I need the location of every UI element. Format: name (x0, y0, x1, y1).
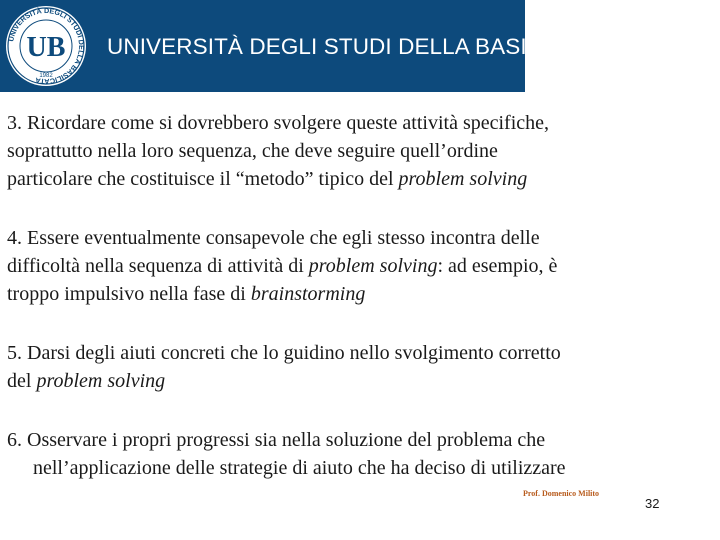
text-run: : ad esempio, è (437, 255, 558, 277)
italic-term: problem solving (308, 255, 438, 277)
text-run: troppo impulsivo nella fase di (7, 283, 251, 305)
list-item (7, 224, 707, 308)
text-run: del (7, 370, 37, 392)
text-line (7, 280, 707, 308)
text-line (7, 224, 707, 252)
list-item (7, 109, 707, 193)
text-run: soprattutto nella loro sequenza, che deve seguire quell’ordine (7, 140, 498, 162)
seal-letters: UB (26, 32, 66, 63)
seal-ring-text: UNIVERSITÀ DEGLI STUDI DELLA BASILICATA (6, 5, 87, 87)
text-run: 4. Essere eventualmente consapevole che egli stesso incontra delle (7, 227, 540, 249)
text-line (7, 454, 707, 482)
text-run: 5. Darsi degli aiuti concreti che lo guidino nello svolgimento corretto (7, 342, 561, 364)
text-run: 3. Ricordare come si dovrebbero svolgere queste attività specifiche, (7, 112, 550, 134)
footer-author: Prof. Domenico Milito (523, 489, 600, 498)
page-number: 32 (645, 496, 660, 511)
text-run: 6. Osservare i propri progressi sia nella soluzione del problema che (7, 429, 546, 451)
text-line (7, 109, 707, 137)
italic-term: problem solving (36, 370, 166, 392)
italic-term: brainstorming (250, 283, 366, 305)
text-run: nell’applicazione delle strategie di aiuto che ha deciso di utilizzare (33, 457, 566, 479)
text-run: particolare che costituisce il “metodo” tipico del (7, 168, 399, 190)
text-line (7, 137, 707, 165)
university-name: UNIVERSITÀ DEGLI STUDI DELLA BASILICATA (107, 34, 603, 59)
text-line (7, 367, 707, 395)
text-line (7, 252, 707, 280)
list-item (7, 339, 707, 395)
slide-body (7, 109, 707, 482)
text-line (7, 339, 707, 367)
text-run: difficoltà nella sequenza di attività di (7, 255, 309, 277)
italic-term: problem solving (398, 168, 528, 190)
list-item (7, 426, 707, 482)
text-line (7, 426, 707, 454)
text-line (7, 165, 707, 193)
university-seal-icon (4, 4, 88, 88)
seal-year: 1982 (39, 73, 53, 79)
university-banner (0, 0, 603, 92)
